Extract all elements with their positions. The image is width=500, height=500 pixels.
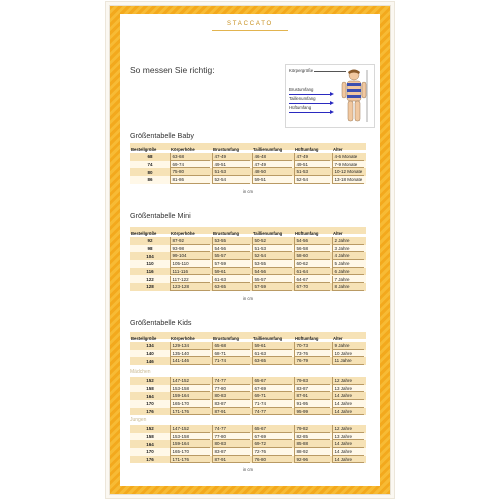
table-row (130, 260, 366, 268)
cell-size: 86 (130, 176, 170, 184)
cell: 11 Jahre (332, 357, 364, 365)
cell-size: 68 (130, 153, 170, 161)
cell: 69-74 (170, 161, 210, 169)
cell: 93-98 (170, 245, 210, 253)
cell: 54-56 (294, 237, 330, 245)
size-table-kids-maedchen (130, 377, 366, 415)
cell: 52-54 (212, 176, 250, 184)
col-header: Hüftumfang (295, 146, 319, 152)
cell-size: 104 (130, 252, 170, 260)
cell-size: 80 (130, 168, 170, 176)
cell: 76-79 (294, 357, 330, 365)
cell: 55-57 (252, 276, 292, 284)
table-row (130, 153, 366, 161)
cell: 67-70 (294, 283, 330, 291)
cell: 165-170 (170, 448, 210, 456)
table-row (130, 448, 366, 456)
cell: 4-6 Monate (332, 153, 364, 161)
cell: 117-122 (170, 276, 210, 284)
cell: 14 Jahre (332, 408, 364, 416)
cell: 46-48 (252, 153, 292, 161)
table-row (130, 283, 366, 291)
cell: 80-83 (212, 392, 250, 400)
cell-size: 176 (130, 456, 170, 464)
cell: 67-69 (252, 433, 292, 441)
cell: 63-68 (170, 153, 210, 161)
table-row (130, 400, 366, 408)
cell: 7 Jahre (332, 276, 364, 284)
cell-size: 158 (130, 385, 170, 393)
cell-size: 164 (130, 440, 170, 448)
table-header-row (130, 229, 366, 237)
cell-size: 128 (130, 283, 170, 291)
cell: 70-73 (294, 342, 330, 350)
table-title-mini: Größentabelle Mini (130, 211, 191, 220)
cell: 61-64 (294, 268, 330, 276)
cell-size: 116 (130, 268, 170, 276)
cell: 69-71 (252, 392, 292, 400)
unit-note: in cm (242, 189, 253, 194)
table-row (130, 385, 366, 393)
cell: 72-76 (252, 448, 292, 456)
cell: 51-53 (212, 168, 250, 176)
cell-size: 74 (130, 161, 170, 169)
cell: 5 Jahre (332, 260, 364, 268)
cell: 79-82 (294, 425, 330, 433)
cell: 61-63 (212, 276, 250, 284)
cell: 71-74 (252, 400, 292, 408)
cell: 135-140 (170, 350, 210, 358)
table-row (130, 357, 366, 365)
cell: 87-92 (170, 237, 210, 245)
cell: 153-158 (170, 433, 210, 441)
table-row (130, 168, 366, 176)
col-header: Hüftumfang (295, 230, 319, 236)
cell: 76-80 (252, 456, 292, 464)
size-table-kids-jungen (130, 425, 366, 463)
measurement-diagram (285, 64, 375, 128)
table-row (130, 275, 366, 283)
cell: 47-49 (252, 161, 292, 169)
cell: 57-59 (252, 283, 292, 291)
col-header: Alter (333, 146, 343, 152)
cell-size: 176 (130, 408, 170, 416)
cell: 95-99 (294, 408, 330, 416)
col-header: Taillienumfang (253, 230, 283, 236)
cell: 77-80 (212, 385, 250, 393)
cell: 54-56 (252, 268, 292, 276)
table-row (130, 408, 366, 416)
cell: 56-58 (294, 245, 330, 253)
cell: 105-110 (170, 260, 210, 268)
table-row (130, 425, 366, 433)
cell-size: 140 (130, 350, 170, 358)
table-title-kids: Größentabelle Kids (130, 318, 192, 327)
cell: 67-69 (252, 385, 292, 393)
cell: 6 Jahre (332, 268, 364, 276)
cell: 85-88 (294, 440, 330, 448)
col-header: Körperhöhe (171, 335, 195, 341)
cell: 91-95 (294, 400, 330, 408)
cell-size: 152 (130, 377, 170, 385)
child-figure-icon (338, 68, 370, 125)
cell-size: 98 (130, 245, 170, 253)
group-label-maedchen: Mädchen (130, 369, 151, 375)
col-header: Taillienumfang (253, 146, 283, 152)
col-header: Brustumfang (213, 230, 240, 236)
cell: 3 Jahre (332, 245, 364, 253)
cell: 74-77 (252, 408, 292, 416)
cell: 75-80 (170, 168, 210, 176)
brand-logo: STACCATO (226, 21, 274, 27)
col-header: Hüftumfang (295, 335, 319, 341)
col-header: Brustumfang (213, 335, 240, 341)
table-row (130, 433, 366, 441)
cell: 73-76 (294, 350, 330, 358)
cell: 49-51 (294, 161, 330, 169)
cell: 52-54 (294, 176, 330, 184)
cell-size: 152 (130, 425, 170, 433)
cell: 51-53 (252, 245, 292, 253)
table-header-row (130, 145, 366, 153)
label-koerpergroesse: Körpergröße (289, 68, 314, 73)
cell: 80-83 (212, 440, 250, 448)
table-row (130, 252, 366, 260)
cell: 48-50 (252, 168, 292, 176)
cell: 74-77 (212, 377, 250, 385)
cell-size: 170 (130, 400, 170, 408)
label-hueftumfang: Hüftumfang (289, 105, 312, 110)
cell: 79-83 (294, 377, 330, 385)
cell: 51-53 (294, 168, 330, 176)
size-table-mini (130, 229, 366, 291)
col-header: Taillienumfang (253, 335, 283, 341)
cell: 60-62 (294, 260, 330, 268)
table-row (130, 377, 366, 385)
cell: 69-72 (252, 440, 292, 448)
cell: 13 Jahre (332, 385, 364, 393)
cell: 10 Jahre (332, 350, 364, 358)
cell: 68-71 (212, 350, 250, 358)
cell: 14 Jahre (332, 448, 364, 456)
label-brustumfang: Brustumfang (289, 87, 314, 92)
cell: 71-74 (212, 357, 250, 365)
table-row (130, 456, 366, 464)
cell-size: 92 (130, 237, 170, 245)
col-header: Körperhöhe (171, 146, 195, 152)
cell: 58-60 (294, 252, 330, 260)
cell: 57-59 (212, 260, 250, 268)
cell-size: 170 (130, 448, 170, 456)
cell: 111-116 (170, 268, 210, 276)
unit-note: in cm (242, 467, 253, 472)
brand-underline (212, 30, 288, 31)
cell-size: 134 (130, 342, 170, 350)
cell: 87-91 (212, 408, 250, 416)
cell: 82-85 (294, 433, 330, 441)
cell: 7-9 Monate (332, 161, 364, 169)
cell: 165-170 (170, 400, 210, 408)
table-title-baby: Größentabelle Baby (130, 131, 194, 140)
table-row (130, 392, 366, 400)
cell: 59-61 (252, 342, 292, 350)
size-table-baby (130, 145, 366, 184)
table-header-row (130, 334, 366, 342)
cell: 9 Jahre (332, 342, 364, 350)
size-chart-card (110, 6, 390, 494)
cell: 14 Jahre (332, 400, 364, 408)
cell: 83-87 (294, 385, 330, 393)
cell: 65-67 (252, 425, 292, 433)
cell: 13-18 Monate (332, 176, 364, 184)
cell: 99-104 (170, 252, 210, 260)
cell-size: 110 (130, 260, 170, 268)
cell-size: 158 (130, 433, 170, 441)
cell-size: 164 (130, 392, 170, 400)
cell: 49-51 (212, 161, 250, 169)
unit-note: in cm (242, 296, 253, 301)
cell: 65-67 (252, 377, 292, 385)
cell: 87-91 (212, 456, 250, 464)
cell: 10-12 Monate (332, 168, 364, 176)
group-label-jungen: Jungen (130, 417, 147, 423)
cell: 61-63 (252, 350, 292, 358)
col-header: Körperhöhe (171, 230, 195, 236)
col-header: Bestellgröße (131, 230, 157, 236)
col-header: Bestellgröße (131, 146, 157, 152)
col-header: Alter (333, 230, 343, 236)
cell-size: 146 (130, 357, 170, 365)
cell: 63-65 (212, 283, 250, 291)
cell: 47-49 (294, 153, 330, 161)
cell-size: 122 (130, 275, 170, 283)
col-header: Brustumfang (213, 146, 240, 152)
cell: 63-65 (252, 357, 292, 365)
cell: 123-128 (170, 283, 210, 291)
cell: 83-87 (212, 448, 250, 456)
size-chart-panel (120, 14, 380, 486)
cell: 87-91 (294, 392, 330, 400)
cell: 53-55 (252, 260, 292, 268)
size-table-kids (130, 334, 366, 365)
cell: 14 Jahre (332, 456, 364, 464)
cell: 81-86 (170, 176, 210, 184)
table-row (130, 440, 366, 448)
cell: 65-68 (212, 342, 250, 350)
cell: 12 Jahre (332, 377, 364, 385)
cell: 47-49 (212, 153, 250, 161)
cell: 52-54 (252, 252, 292, 260)
cell: 59-61 (212, 268, 250, 276)
cell: 4 Jahre (332, 252, 364, 260)
cell: 92-96 (294, 456, 330, 464)
cell: 12 Jahre (332, 425, 364, 433)
cell: 77-80 (212, 433, 250, 441)
cell: 159-164 (170, 392, 210, 400)
cell: 2 Jahre (332, 237, 364, 245)
cell: 55-57 (212, 252, 250, 260)
table-row (130, 268, 366, 276)
col-header: Bestellgröße (131, 335, 157, 341)
cell: 74-77 (212, 425, 250, 433)
cell: 54-56 (212, 245, 250, 253)
measure-instructions-title: So messen Sie richtig: (130, 65, 215, 75)
cell: 147-152 (170, 377, 210, 385)
cell: 129-134 (170, 342, 210, 350)
table-row (130, 350, 366, 358)
cell: 83-87 (212, 400, 250, 408)
table-row (130, 161, 366, 169)
cell: 159-164 (170, 440, 210, 448)
cell: 14 Jahre (332, 392, 364, 400)
cell: 53-55 (212, 237, 250, 245)
cell: 64-67 (294, 276, 330, 284)
cell: 13 Jahre (332, 433, 364, 441)
col-header: Alter (333, 335, 343, 341)
cell: 50-52 (252, 237, 292, 245)
table-row (130, 176, 366, 184)
cell: 8 Jahre (332, 283, 364, 291)
cell: 147-152 (170, 425, 210, 433)
cell: 88-92 (294, 448, 330, 456)
cell: 171-176 (170, 456, 210, 464)
cell: 14 Jahre (332, 440, 364, 448)
arrow-hip-icon (289, 112, 330, 113)
table-row (130, 237, 366, 245)
cell: 171-176 (170, 408, 210, 416)
table-row (130, 245, 366, 253)
table-row (130, 342, 366, 350)
cell: 141-146 (170, 357, 210, 365)
cell: 153-158 (170, 385, 210, 393)
label-taillenumfang: Taillenumfang (289, 96, 316, 101)
cell: 59-51 (252, 176, 292, 184)
